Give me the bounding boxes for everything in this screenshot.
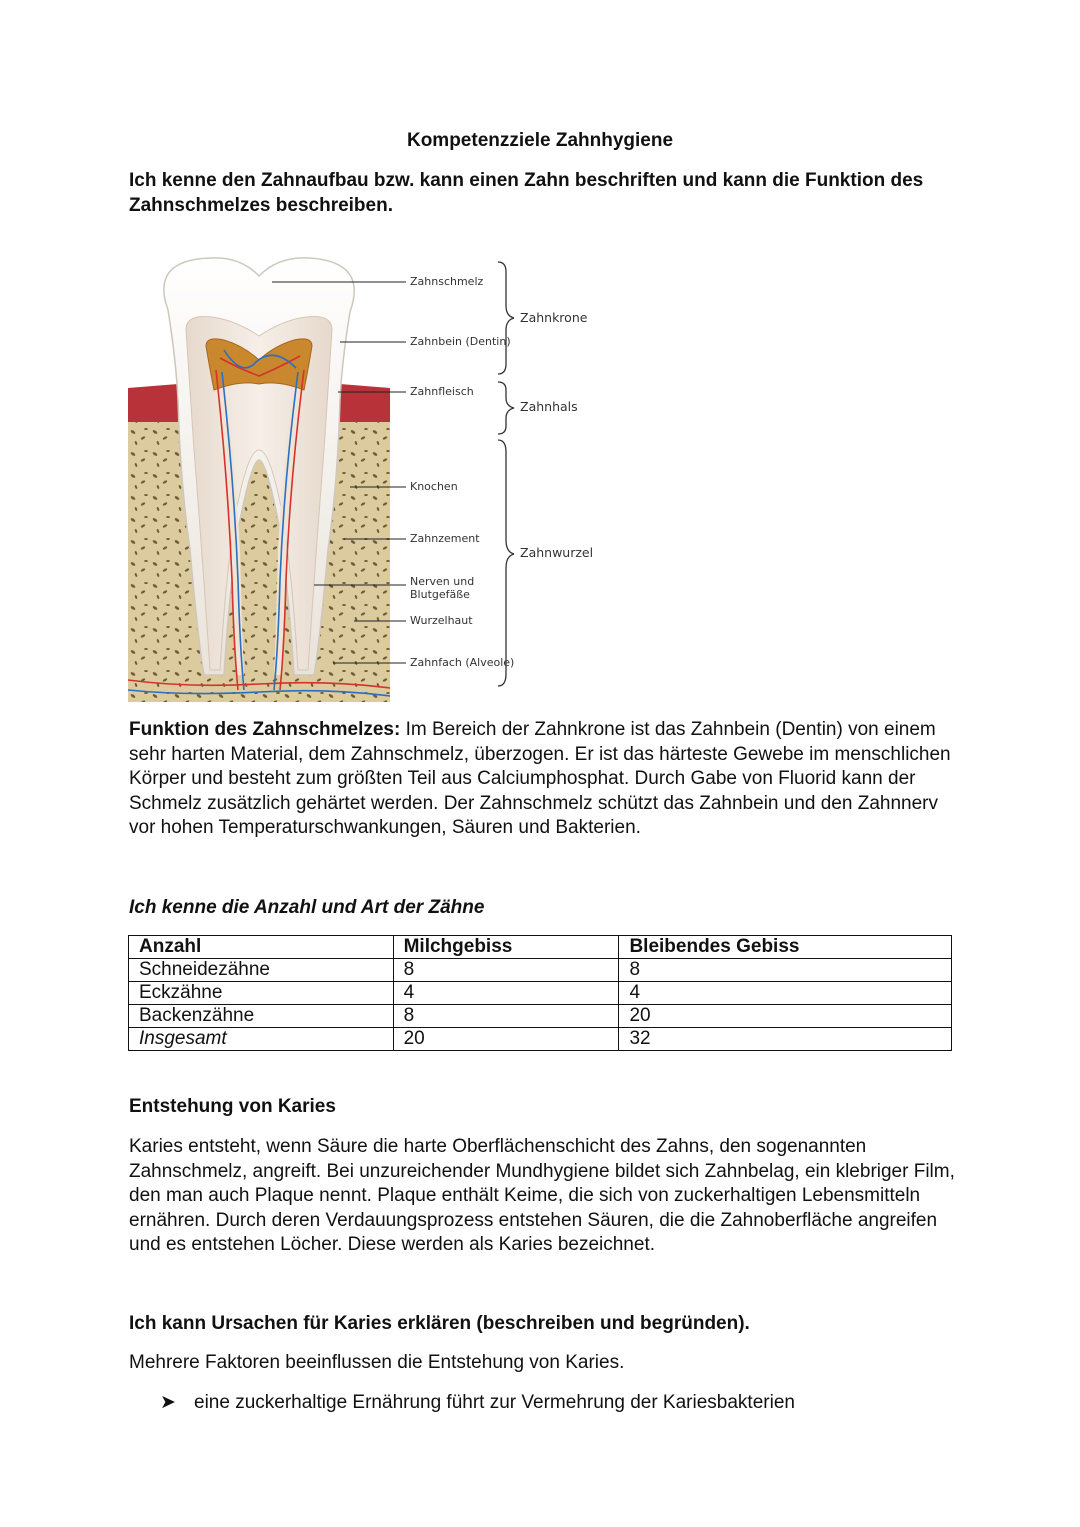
table-row xyxy=(129,982,952,1005)
list-item-text: eine zuckerhaltige Ernährung führt zur Vermehrung der Kariesbakterien xyxy=(194,1392,795,1413)
label-zahnzement: Zahnzement xyxy=(410,532,480,545)
teeth-count-table xyxy=(128,935,952,1051)
table-row-total xyxy=(129,1028,952,1051)
table-header-row xyxy=(129,936,952,959)
table-cell: 8 xyxy=(393,1005,619,1028)
label-zahnschmelz: Zahnschmelz xyxy=(410,275,484,288)
function-paragraph xyxy=(129,718,959,841)
table-cell: 8 xyxy=(393,959,619,982)
table-cell: 8 xyxy=(619,959,952,982)
table-cell: Insgesamt xyxy=(129,1028,394,1051)
table-cell: Backenzähne xyxy=(129,1005,394,1028)
goal-heading-tooth-structure: Ich kenne den Zahnaufbau bzw. kann einen Zahn beschriften und kann die Funktion des Zahnschmelzes beschreiben. xyxy=(129,170,924,216)
label-zahnfleisch: Zahnfleisch xyxy=(410,385,474,398)
ursachen-heading: Ich kann Ursachen für Karies erklären (beschreiben und begründen). xyxy=(129,1313,750,1334)
table-row xyxy=(129,1005,952,1028)
label-zahnfach: Zahnfach (Alveole) xyxy=(410,656,515,669)
karies-paragraph: Karies entsteht, wenn Säure die harte Oberflächenschicht des Zahns, den sogenannten Zahnschmelz, angreift. Bei unzureichender Mundhygiene bildet sich Zahnbelag, ein klebriger Film, den man auch Plaque nennt. Plaque enthält Keime, die sich von zuckerhaltigen Lebensmitteln ernähren. Durch deren Verdauungsprozess entstehen Säuren, die die Zahnoberfläche angreifen und es entstehen Löcher. Diese werden als Karies bezeichnet. xyxy=(129,1136,955,1256)
function-text: Im Bereich der Zahnkrone ist das Zahnbein (Dentin) von einem sehr harten Material, dem Zahnschmelz, überzogen. Er ist das härteste Gewebe im menschlichen Körper und besteht zum größten Teil aus Calciumphosphat. Durch Gabe von Fluorid kann der Schmelz zusätzlich gehärtet werden. Der Zahnschmelz schützt das Zahnbein und den Zahnnerv vor hohen Temperaturschwankungen, Säuren und Bakterien. xyxy=(129,719,951,839)
karies-heading: Entstehung von Karies xyxy=(129,1096,336,1117)
group-zahnwurzel: Zahnwurzel xyxy=(520,545,594,560)
arrow-bullet-icon: ➤ xyxy=(160,1392,176,1413)
label-nerven-line2: Blutgefäße xyxy=(410,588,470,601)
table-header: Anzahl xyxy=(129,936,394,959)
label-knochen: Knochen xyxy=(410,480,458,493)
function-label: Funktion des Zahnschmelzes: xyxy=(129,719,401,740)
tooth-diagram xyxy=(128,250,608,710)
table-header: Milchgebiss xyxy=(393,936,619,959)
table-cell: 32 xyxy=(619,1028,952,1051)
page-title: Kompetenzziele Zahnhygiene xyxy=(406,130,674,151)
group-braces xyxy=(498,262,514,686)
count-heading: Ich kenne die Anzahl und Art der Zähne xyxy=(129,897,485,918)
table-cell: 20 xyxy=(393,1028,619,1051)
table-cell: 20 xyxy=(619,1005,952,1028)
list-item xyxy=(160,1391,795,1414)
table-cell: Eckzähne xyxy=(129,982,394,1005)
table-header: Bleibendes Gebiss xyxy=(619,936,952,959)
table-cell: 4 xyxy=(393,982,619,1005)
group-zahnhals: Zahnhals xyxy=(520,399,578,414)
ursachen-intro: Mehrere Faktoren beeinflussen die Entstehung von Karies. xyxy=(129,1352,625,1373)
table-cell: Schneidezähne xyxy=(129,959,394,982)
label-nerven-line1: Nerven und xyxy=(410,575,475,588)
label-zahnbein: Zahnbein (Dentin) xyxy=(410,335,511,348)
label-wurzelhaut: Wurzelhaut xyxy=(410,614,473,627)
table-row xyxy=(129,959,952,982)
table-cell: 4 xyxy=(619,982,952,1005)
group-zahnkrone: Zahnkrone xyxy=(520,310,588,325)
